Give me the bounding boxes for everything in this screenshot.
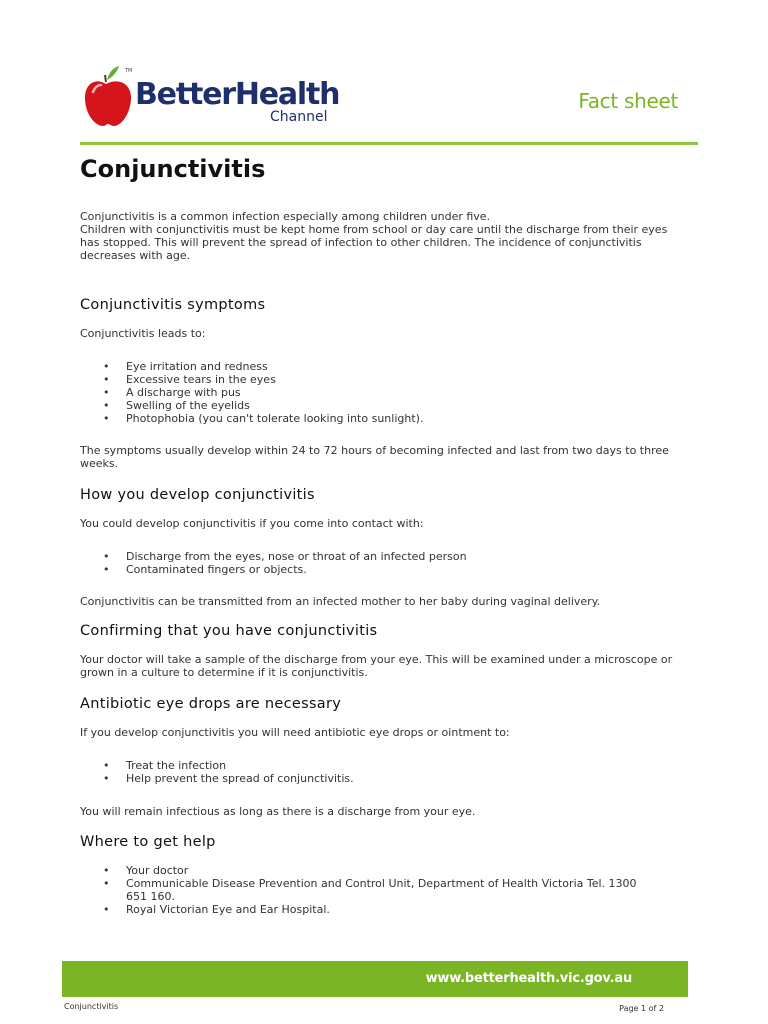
better-health-logo [83, 66, 353, 128]
section-lead: If you develop conjunctivitis you will need antibiotic eye drops or ointment to: [80, 726, 510, 739]
section-lead: You could develop conjunctivitis if you come into contact with: [80, 517, 424, 530]
section-heading-how-develop: How you develop conjunctivitis [80, 487, 315, 503]
trademark-mark: TM [125, 68, 133, 74]
list-item: • Photophobia (you can't tolerate looking into sunlight). [126, 412, 680, 425]
section-tail: Conjunctivitis can be transmitted from an infected mother to her baby during vaginal delivery. [80, 595, 601, 608]
section-heading-symptoms: Conjunctivitis symptoms [80, 297, 266, 313]
header-divider [80, 142, 698, 145]
section-lead: Your doctor will take a sample of the discharge from your eye. This will be examined under a microscope or grown in a culture to determine if it is conjunctivitis. [80, 653, 673, 679]
list-item: • Communicable Disease Prevention and Control Unit, Department of Health Victoria Tel. 1300 651 160. [126, 877, 640, 903]
list-item: • Eye irritation and redness [126, 360, 680, 373]
list-item: • Help prevent the spread of conjunctivitis. [126, 772, 680, 785]
section-tail: The symptoms usually develop within 24 to 72 hours of becoming infected and last from two days to three weeks. [80, 444, 669, 470]
list-item: • Swelling of the eyelids [126, 399, 680, 412]
symptoms-list [80, 360, 680, 425]
section-heading-where-help: Where to get help [80, 834, 216, 850]
document-body [80, 148, 680, 928]
list-item: • Contaminated fingers or objects. [126, 563, 680, 576]
contact-list [80, 550, 680, 576]
section-lead: Conjunctivitis leads to: [80, 327, 206, 340]
apple-icon [83, 66, 133, 128]
list-item: • Your doctor [126, 864, 640, 877]
list-item: • A discharge with pus [126, 386, 680, 399]
logo-subtitle: Channel [270, 109, 328, 125]
page-number: Page 1 of 2 [619, 1004, 664, 1013]
footer-document-name: Conjunctivitis [64, 1002, 119, 1011]
list-item: • Excessive tears in the eyes [126, 373, 680, 386]
help-list [80, 864, 680, 916]
page-title: Conjunctivitis [80, 155, 266, 183]
list-item: • Discharge from the eyes, nose or throat of an infected person [126, 550, 680, 563]
section-heading-confirming: Confirming that you have conjunctivitis [80, 623, 378, 639]
website-link[interactable]: www.betterhealth.vic.gov.au [425, 971, 632, 986]
intro-paragraph [80, 210, 680, 262]
intro-line-2: Children with conjunctivitis must be kept home from school or day care until the discharge from their eyes has stopped. This will prevent the spread of infection to other children. The incidence of conjunctivitis decreases with age. [80, 223, 668, 262]
footer-bar [62, 961, 688, 997]
treatment-list [80, 759, 680, 785]
section-heading-antibiotics: Antibiotic eye drops are necessary [80, 696, 342, 712]
intro-line-1: Conjunctivitis is a common infection especially among children under five. [80, 210, 491, 223]
document-type-label: Fact sheet [578, 89, 678, 113]
list-item: • Treat the infection [126, 759, 680, 772]
logo-wordmark: BetterHealth [135, 77, 340, 112]
section-tail: You will remain infectious as long as there is a discharge from your eye. [80, 805, 476, 818]
list-item: • Royal Victorian Eye and Ear Hospital. [126, 903, 640, 916]
